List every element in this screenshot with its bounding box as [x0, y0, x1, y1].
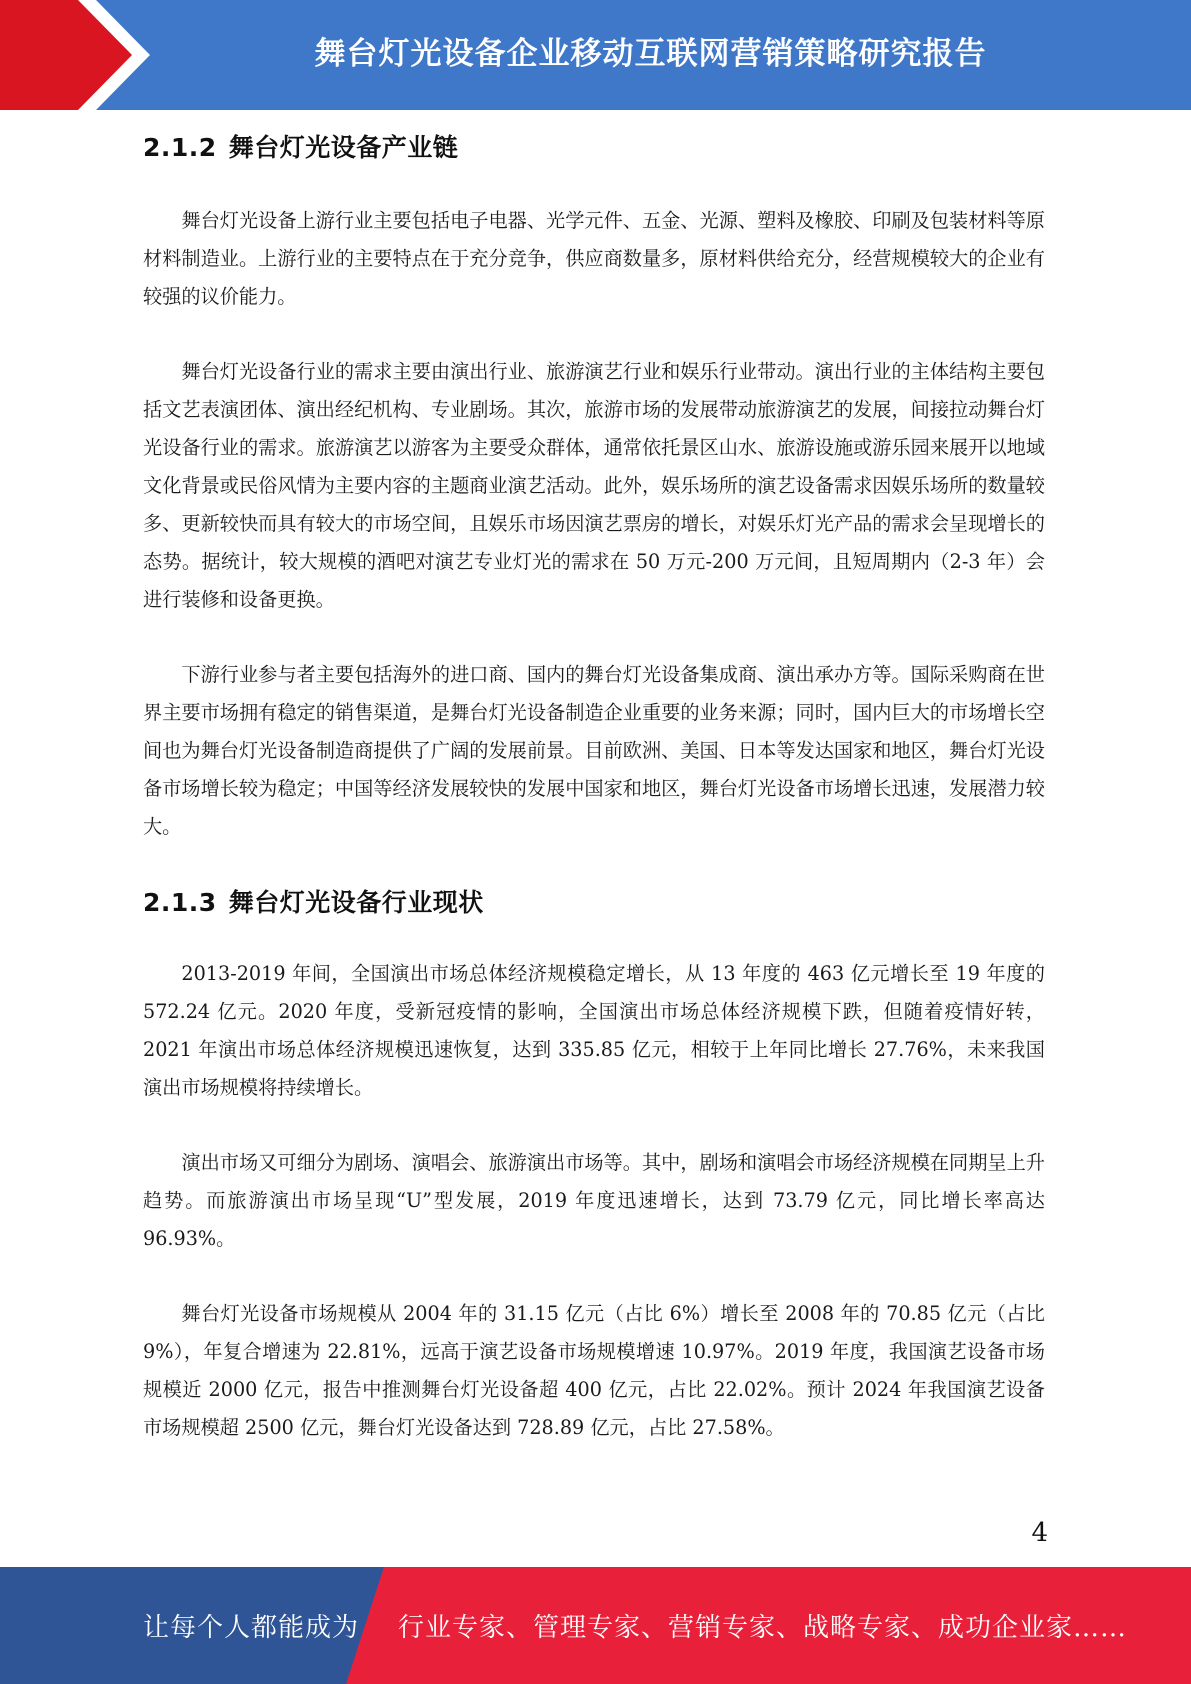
page-footer — [0, 1567, 1191, 1684]
footer-slogan-right: 行业专家、管理专家、营销专家、战略专家、成功企业家…… — [398, 1613, 1128, 1643]
page-header — [0, 0, 1191, 110]
footer-slogan-left: 让每个人都能成为 — [143, 1613, 360, 1643]
paragraph: 2013-2019 年间，全国演出市场总体经济规模稳定增长，从 13 年度的 463 亿元增长至 19 年度的 572.24 亿元。2020 年度，受新冠疫情的影响，全国演出市场总体经济规模下跌，但随着疫情好转，2021 年演出市场总体经济规模迅速恢复，达到 335.85 亿元，相较于上年同比增长 27.76%，未来我国演出市场规模将持续增长。 — [143, 962, 1045, 1099]
section-title: 舞台灯光设备产业链 — [228, 133, 459, 162]
section-heading-2-1-2 — [143, 128, 1045, 164]
paragraph: 演出市场又可细分为剧场、演唱会、旅游演出市场等。其中，剧场和演唱会市场经济规模在同期呈上升趋势。而旅游演出市场呈现“U”型发展，2019 年度迅速增长，达到 73.79 亿元，同比增长率高达 96.93%。 — [143, 1151, 1045, 1250]
header-chevron-icon — [0, 0, 160, 110]
paragraph: 舞台灯光设备行业的需求主要由演出行业、旅游演艺行业和娱乐行业带动。演出行业的主体结构主要包括文艺表演团体、演出经纪机构、专业剧场。其次，旅游市场的发展带动旅游演艺的发展，间接拉动舞台灯光设备行业的需求。旅游演艺以游客为主要受众群体，通常依托景区山水、旅游设施或游乐园来展开以地域文化背景或民俗风情为主要内容的主题商业演艺活动。此外，娱乐场所的演艺设备需求因娱乐场所的数量较多、更新较快而具有较大的市场空间，且娱乐市场因演艺票房的增长，对娱乐灯光产品的需求会呈现增长的态势。据统计，较大规模的酒吧对演艺专业灯光的需求在 50 万元-200 万元间，且短周期内（2-3 年）会进行装修和设备更换。 — [143, 360, 1045, 611]
section-number: 2.1.3 — [143, 888, 217, 917]
section-heading-2-1-3 — [143, 883, 1045, 919]
paragraph: 舞台灯光设备市场规模从 2004 年的 31.15 亿元（占比 6%）增长至 2008 年的 70.85 亿元（占比 9%），年复合增速为 22.81%，远高于演艺设备市场规模增速 10.97%。2019 年度，我国演艺设备市场规模近 2000 亿元，报告中推测舞台灯光设备超 400 亿元，占比 22.02%。预计 2024 年我国演艺设备市场规模超 2500 亿元，舞台灯光设备达到 728.89 亿元，占比 27.58%。 — [143, 1302, 1045, 1439]
section-title: 舞台灯光设备行业现状 — [228, 888, 484, 917]
paragraph: 下游行业参与者主要包括海外的进口商、国内的舞台灯光设备集成商、演出承办方等。国际采购商在世界主要市场拥有稳定的销售渠道，是舞台灯光设备制造企业重要的业务来源；同时，国内巨大的市场增长空间也为舞台灯光设备制造商提供了广阔的发展前景。目前欧洲、美国、日本等发达国家和地区，舞台灯光设备市场增长较为稳定；中国等经济发展较快的发展中国家和地区，舞台灯光设备市场增长迅速，发展潜力较大。 — [143, 663, 1045, 838]
section-number: 2.1.2 — [143, 133, 217, 162]
paragraph: 舞台灯光设备上游行业主要包括电子电器、光学元件、五金、光源、塑料及橡胶、印刷及包装材料等原材料制造业。上游行业的主要特点在于充分竞争，供应商数量多，原材料供给充分，经营规模较大的企业有较强的议价能力。 — [143, 209, 1045, 308]
main-content — [143, 128, 1045, 1484]
report-title: 舞台灯光设备企业移动互联网营销策略研究报告 — [314, 35, 987, 72]
page-number: 4 — [1031, 1518, 1048, 1548]
